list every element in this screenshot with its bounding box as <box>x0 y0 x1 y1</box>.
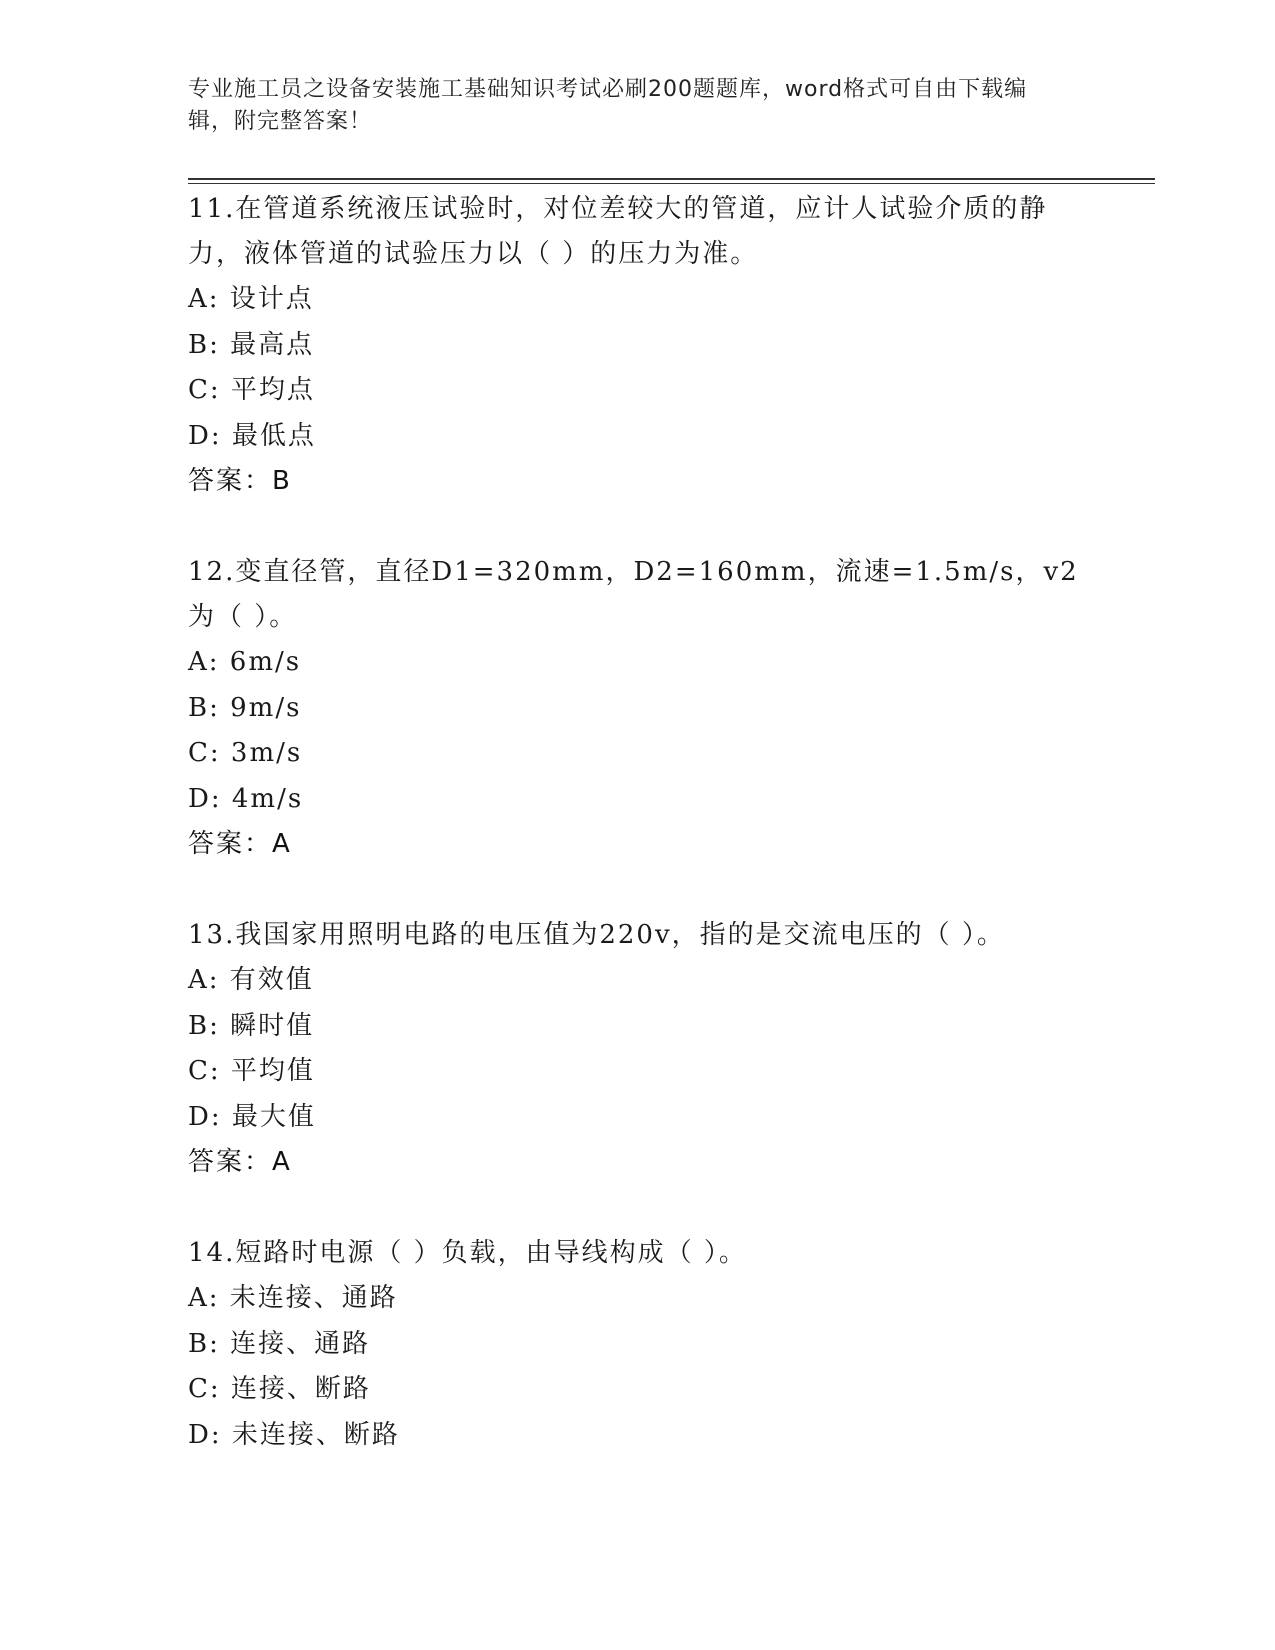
question-11 <box>188 187 1088 504</box>
question-text: 11.在管道系统液压试验时，对位差较大的管道，应计人试验介质的静力，液体管道的试验压力以（ ）的压力为准。 <box>188 194 1048 269</box>
question-13 <box>188 913 1088 1185</box>
option-c: C: 平均点 <box>188 375 315 405</box>
question-spacer <box>188 1185 1088 1231</box>
answer-line: 答案：A <box>188 1147 292 1177</box>
question-14 <box>188 1231 1088 1458</box>
option-a: A: 6m/s <box>188 647 302 677</box>
option-b: B: 9m/s <box>188 692 302 723</box>
option-b: B: 最高点 <box>188 329 315 360</box>
answer-line: 答案：A <box>188 829 292 859</box>
option-d: D: 4m/s <box>188 783 304 814</box>
question-text: 12.变直径管，直径D1=320mm，D2=160mm，流速=1.5m/s，v2为（ ）。 <box>188 557 1079 632</box>
question-text: 14.短路时电源（ ）负载，由导线构成（ ）。 <box>188 1238 747 1268</box>
option-a: A: 有效值 <box>188 965 314 995</box>
option-d: D: 未连接、断路 <box>188 1419 400 1450</box>
option-d: D: 最大值 <box>188 1101 316 1132</box>
option-c: C: 连接、断路 <box>188 1374 371 1404</box>
option-a: A: 设计点 <box>188 284 314 314</box>
option-c: C: 3m/s <box>188 738 303 768</box>
header-divider-thick <box>188 178 1155 180</box>
answer-line: 答案：B <box>188 466 292 496</box>
question-12 <box>188 550 1088 867</box>
header-divider-thin <box>188 183 1155 184</box>
question-text: 13.我国家用照明电路的电压值为220v，指的是交流电压的（ ）。 <box>188 920 1005 950</box>
document-intro: 专业施工员之设备安装施工基础知识考试必刷200题题库，word格式可自由下载编辑，附完整答案！ <box>188 77 1028 134</box>
option-a: A: 未连接、通路 <box>188 1283 398 1313</box>
question-spacer <box>188 504 1088 550</box>
question-spacer <box>188 867 1088 913</box>
option-c: C: 平均值 <box>188 1056 315 1086</box>
option-b: B: 瞬时值 <box>188 1010 315 1041</box>
option-d: D: 最低点 <box>188 420 316 451</box>
option-b: B: 连接、通路 <box>188 1328 371 1359</box>
question-list <box>188 187 1088 1458</box>
